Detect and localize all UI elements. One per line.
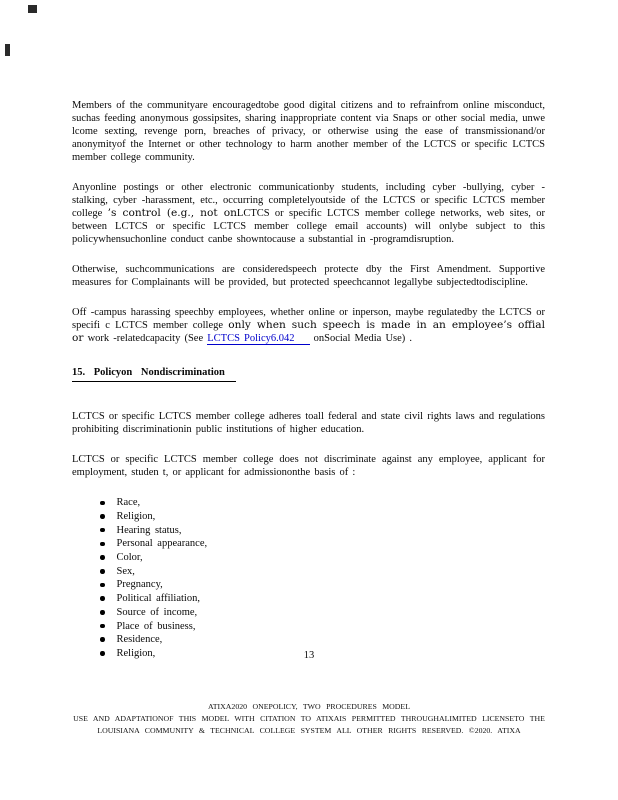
list-item: [100, 523, 545, 537]
text-segment: LCTCS or specific LCTCS member college networks, web sites, or between LCTCS or specific LCTCS member college email accounts) will onlybe subject to this policywhensuchonline conduct canbe showntocause a substantial in -programdisruption.: [72, 208, 545, 245]
paragraph-no-discrimination: [72, 453, 545, 479]
list-item: [100, 564, 545, 578]
text-segment: LCTCS or specific LCTCS member college does not discriminate against any employee, applicant for employment, studen t, or applicant for admissiononthe basis of :: [72, 454, 545, 478]
list-item-label: Color,: [116, 552, 143, 564]
list-item: [100, 619, 545, 633]
paragraph-online-postings: [72, 181, 545, 246]
list-item: [100, 537, 545, 551]
paragraph-off-campus-speech: [72, 306, 545, 345]
bullet-icon: [100, 514, 105, 519]
footer-line: ATIXA2020 ONEPOLICY, TWO PROCEDURES MODEL: [208, 702, 410, 711]
paragraph-protected-speech: [72, 263, 545, 289]
lctcs-policy-link[interactable]: LCTCS Policy6.042: [207, 333, 309, 345]
list-item-label: Hearing status,: [116, 524, 182, 536]
list-item-label: Religion,: [116, 511, 156, 523]
list-item: [100, 496, 545, 510]
list-item: [100, 606, 545, 620]
bullet-icon: [100, 610, 105, 615]
bullet-icon: [100, 555, 105, 560]
text-segment: onSocial Media Use) .: [309, 333, 413, 344]
text-segment: Otherwise, suchcommunications are consideredspeech protecte dby the First Amendment. Supportive measures for Complainants will be provided, but protected speechcannot legallybe subjectedtodiscipline.: [72, 264, 545, 288]
text-segment: work -relatedcapacity (See: [83, 333, 208, 344]
list-item-label: Religion,: [116, 647, 156, 659]
list-item-label: Sex,: [116, 565, 135, 577]
list-item: [100, 592, 545, 606]
text-segment: Members of the communityare encouragedtobe good digital citizens and to refrainfrom online misconduct, suchas feeding anonymous gossipsites, sharing inappropriate content via Snaps or other social media, unwe lcome sexting, revenge porn, breaches of privacy, or otherwise using the ease of transmissionand/or anonymityof the Internet or other technology to harm another member of the LCTCS or specific LCTCS member college community.: [72, 100, 545, 163]
bullet-icon: [100, 583, 105, 588]
list-item-label: Source of income,: [116, 606, 198, 618]
list-item-label: Place of business,: [116, 620, 196, 632]
list-item-label: Political affiliation,: [116, 593, 200, 605]
list-item-label: Residence,: [116, 634, 163, 646]
bullet-icon: [100, 569, 105, 574]
paragraph-online-conduct: [72, 99, 545, 164]
bullet-icon: [100, 501, 105, 506]
nondiscrimination-basis-list: [72, 496, 545, 660]
list-item: [100, 633, 545, 647]
list-item-label: Race,: [116, 497, 141, 509]
bullet-icon: [100, 528, 105, 533]
section-heading-nondiscrimination: 15. Policyon Nondiscrimination: [72, 366, 236, 382]
scan-artifact: [28, 5, 37, 13]
bullet-icon: [100, 542, 105, 547]
text-segment: only when such speech is made in an employee’s offial or: [72, 319, 545, 344]
bullet-icon: [100, 596, 105, 601]
page-number: 13: [303, 650, 315, 661]
list-item: [100, 510, 545, 524]
footer-line: USE AND ADAPTATIONOF THIS MODEL WITH CITATION TO ATIXAIS PERMITTED THROUGHALIMITED LICENSETO THE: [73, 714, 545, 724]
paragraph-civil-rights: [72, 410, 545, 436]
footer: [0, 701, 618, 738]
scan-artifact: [5, 44, 10, 56]
section-heading-row: [72, 362, 545, 396]
list-item: [100, 551, 545, 565]
page-body: [72, 99, 545, 660]
text-segment: Anyonline postings or other electronic communicationby students, including cyber -bullying, cyber - stalking, cyber -harassment, etc., occurring completelyoutside of the LCTCS or specific LCTCS member college: [72, 182, 545, 219]
list-item-label: Personal appearance,: [116, 538, 208, 550]
list-item: [100, 578, 545, 592]
bullet-icon: [100, 624, 105, 629]
list-item-label: Pregnancy,: [116, 579, 163, 591]
text-segment: ’s control (e.g., not on: [107, 207, 237, 219]
footer-line: LOUISIANA COMMUNITY & TECHNICAL COLLEGE SYSTEM ALL OTHER RIGHTS RESERVED. ©2020. ATIXA: [97, 726, 521, 736]
text-segment: LCTCS or specific LCTCS member college adheres toall federal and state civil rights laws and regulations prohibiting discriminationin public institutions of higher education.: [72, 411, 545, 435]
text-segment: Off -campus harassing speechby employees, whether online or inperson, maybe regulatedby the LCTCS or specifi c LCTCS member college: [72, 307, 545, 331]
bullet-icon: [100, 637, 105, 642]
